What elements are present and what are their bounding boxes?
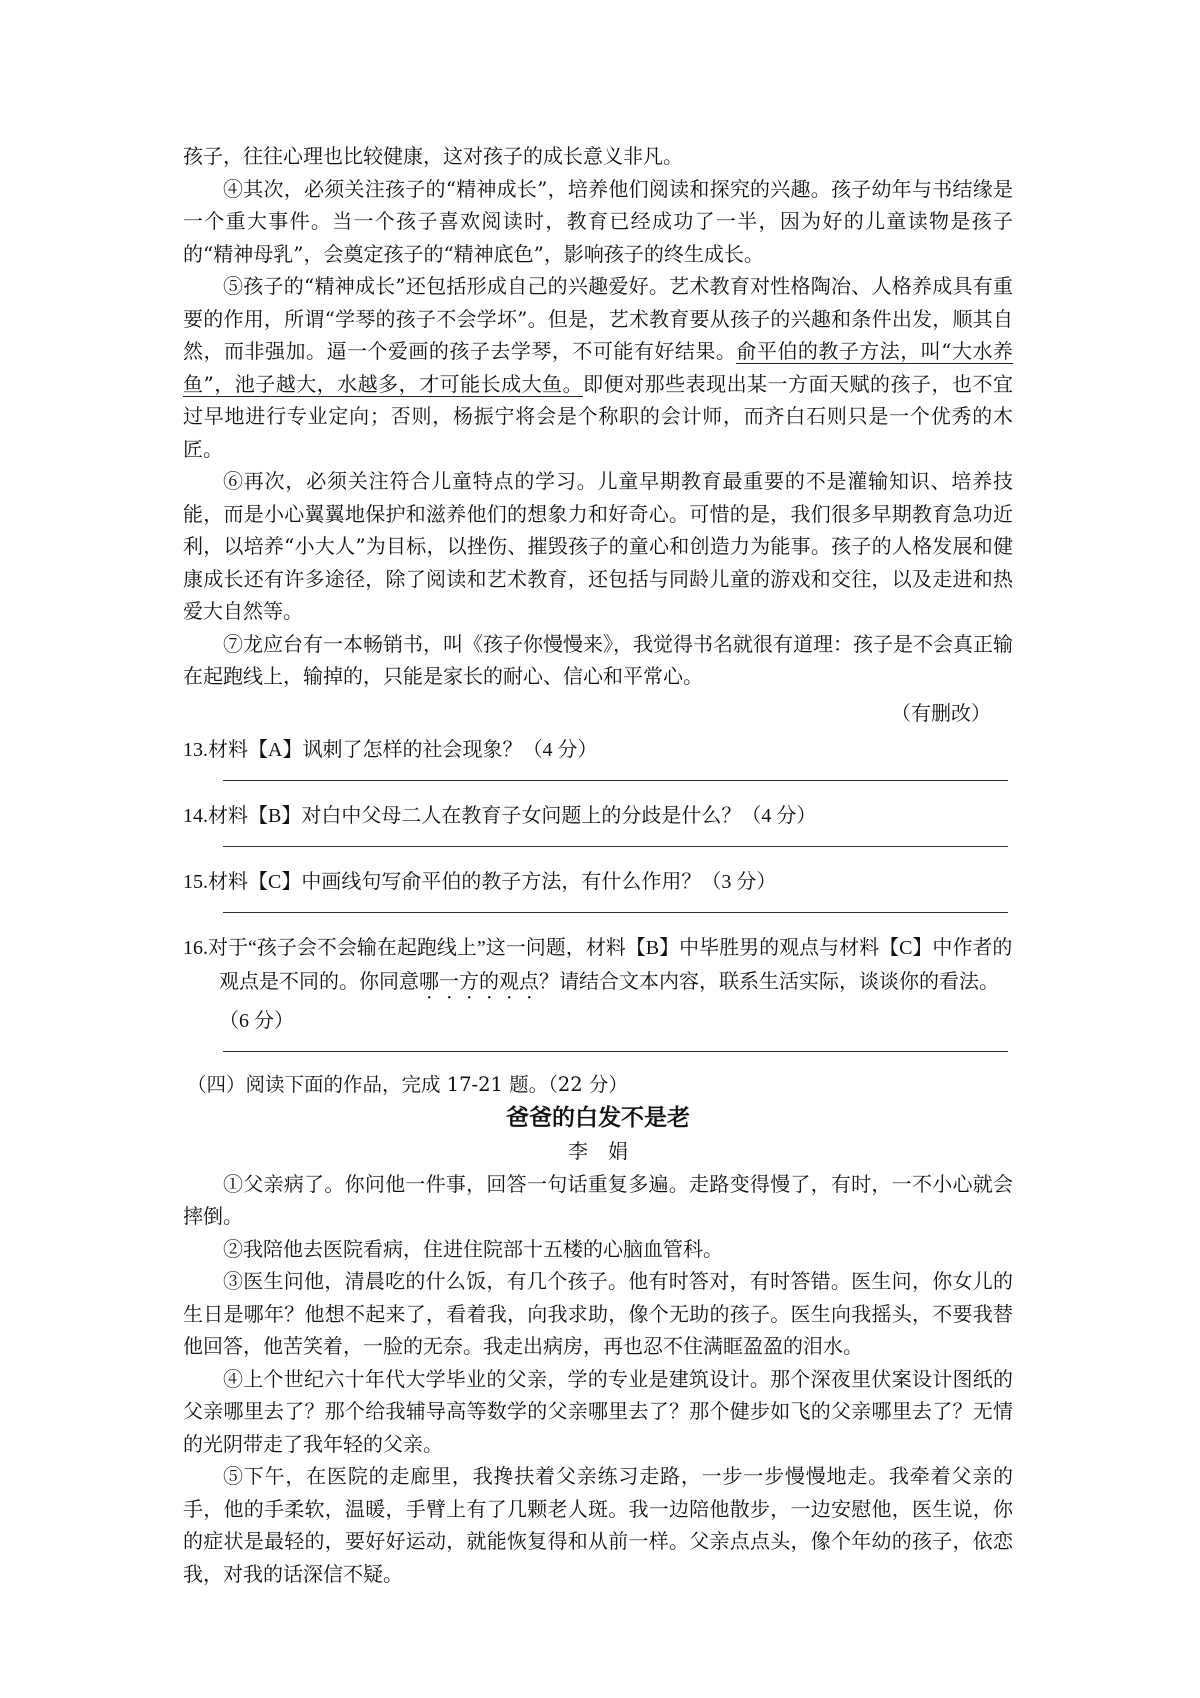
passage-c-paragraph-0: 孩子，往往心理也比较健康，这对孩子的成长意义非凡。 (183, 144, 683, 168)
paragraph-5-text-b: 即便对那些表现出某一方面天赋的孩子，也不宜过早地进行专业定向；否则，杨振宁将会是个称职的会计师，而齐白石则只是一个优秀的木匠。 (183, 371, 1013, 461)
exam-page (183, 140, 1013, 1590)
article-paragraph-4: ④上个世纪六十年代大学毕业的父亲，学的专业是建筑设计。那个深夜里伏案设计图纸的父亲哪里去了？那个给我辅导高等数学的父亲哪里去了？那个健步如飞的父亲哪里去了？无情的光阴带走了我年轻的父亲。 (183, 1366, 1013, 1456)
question-16-text-b: ？请结合文本内容，联系生活实际，谈谈你的看法。（6 分） (219, 970, 999, 1032)
article-paragraph-5: ⑤下午，在医院的走廊里，我搀扶着父亲练习走路，一步一步慢慢地走。我牵着父亲的手，他的手柔软，温暖，手臂上有了几颗老人斑。我一边陪他散步，一边安慰他，医生说，你的症状是最轻的，要好好运动，就能恢复得和从前一样。父亲点点头，像个年幼的孩子，依恋我，对我的话深信不疑。 (183, 1464, 1013, 1586)
answer-line-14[interactable] (223, 845, 1008, 847)
passage-c-paragraph-4: ④其次，必须关注孩子的“精神成长”，培养他们阅读和探究的兴趣。孩子幼年与书结缘是一个重大事件。当一个孩子喜欢阅读时，教育已经成功了一半，因为好的儿童读物是孩子的“精神母乳”，会奠定孩子的“精神底色”，影响孩子的终生成长。 (183, 176, 1013, 266)
question-14: 14.材料【B】对白中父母二人在教育子女问题上的分歧是什么？（4 分） (183, 804, 817, 827)
section-4-heading: （四）阅读下面的作品，完成 17-21 题。（22 分） (187, 1072, 628, 1096)
question-16 (183, 931, 1013, 1038)
emphasized-phrase: 哪一方的观点 (419, 970, 539, 993)
answer-line-13[interactable] (223, 779, 1008, 781)
question-16-text-a: 16.对于“孩子会不会输在起跑线上”这一问题，材料【B】中毕胜男的观点与材料【C】中作者的观点是不同的。你同意 (183, 936, 1013, 993)
article-paragraph-3: ③医生问他，清晨吃的什么饭，有几个孩子。他有时答对，有时答错。医生问，你女儿的生日是哪年？他想不起来了，看着我，向我求助，像个无助的孩子。医生向我摇头，不要我替他回答，他苦笑着，一脸的无奈。我走出病房，再也忍不住满眶盈盈的泪水。 (183, 1269, 1013, 1358)
question-15: 15.材料【C】中画线句写俞平伯的教子方法，有什么作用？（3 分） (183, 870, 777, 893)
revision-note: （有删改） (891, 700, 991, 725)
answer-line-16[interactable] (223, 1050, 1008, 1052)
passage-c-paragraph-5 (183, 270, 1013, 465)
question-13: 13.材料【A】讽刺了怎样的社会现象？（4 分） (183, 738, 598, 761)
paragraph-5-text-a: ⑤孩子的“精神成长”还包括形成自己的兴趣爱好。艺术教育对性格陶冶、人格养成具有重要的作用，所谓“学琴的孩子不会学坏”。但是，艺术教育要从孩子的兴趣和条件出发，顺其自然，而非强加。逼一个爱画的孩子去学琴，不可能有好结果。 (183, 274, 1013, 363)
article-title: 爸爸的白发不是老 (506, 1104, 690, 1131)
article-author: 李娟 (568, 1138, 648, 1163)
passage-c-paragraph-7: ⑦龙应台有一本畅销书，叫《孩子你慢慢来》，我觉得书名就很有道理：孩子是不会真正输在起跑线上，输掉的，只能是家长的耐心、信心和平常心。 (183, 631, 1013, 688)
article-paragraph-2: ②我陪他去医院看病，住进住院部十五楼的心脑血管科。 (223, 1236, 723, 1261)
underlined-sentence: 俞平伯的教子方法，叫“大水养鱼”，池子越大，水越多，才可能长成大鱼。 (183, 339, 1013, 396)
article-paragraph-1: ①父亲病了。你问他一件事，回答一句话重复多遍。走路变得慢了，有时，一不小心就会摔倒。 (183, 1171, 1013, 1228)
answer-line-15[interactable] (223, 911, 1008, 913)
passage-c-paragraph-6: ⑥再次，必须关注符合儿童特点的学习。儿童早期教育最重要的不是灌输知识、培养技能，而是小心翼翼地保护和滋养他们的想象力和好奇心。可惜的是，我们很多早期教育急功近利，以培养“小大人”为目标，以挫伤、摧毁孩子的童心和创造力为能事。孩子的人格发展和健康成长还有许多途径，除了阅读和艺术教育，还包括与同龄儿童的游戏和交往，以及走进和热爱大自然等。 (183, 469, 1013, 623)
